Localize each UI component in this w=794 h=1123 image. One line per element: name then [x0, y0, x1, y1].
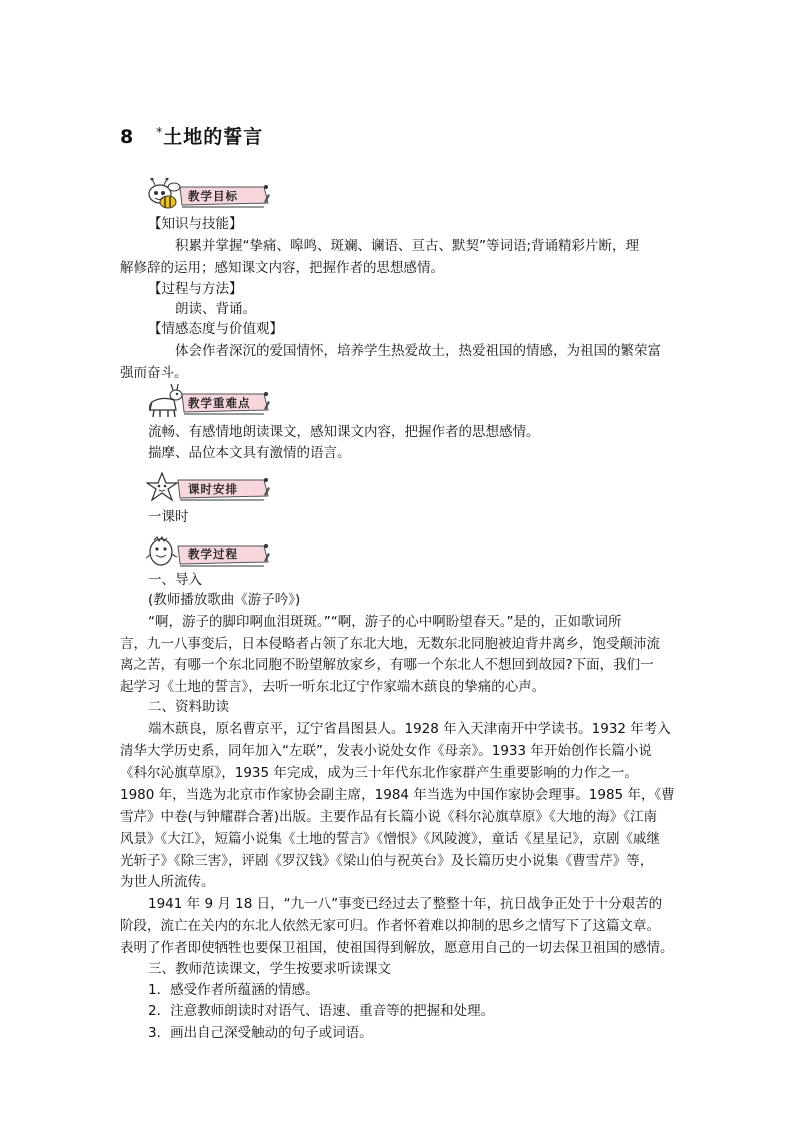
list-item: 1．感受作者所蕴涵的情感。: [148, 982, 319, 998]
body-line: (教师播放歌曲《游子吟》): [148, 592, 301, 608]
goal-text-line: 体会作者深沉的爱国情怀，培养学生热爱故土，热爱祖国的情感，为祖国的繁荣富: [175, 343, 661, 359]
lesson-number: 8: [120, 126, 135, 148]
body-line: 端木蕻良，原名曹京平，辽宁省昌图县人。1928 年入天津南开中学读书。1932 年考入: [148, 721, 671, 737]
body-line: 《科尔沁旗草原》，1935 年完成，成为三十年代东北作家群产生重要影响的力作之一。: [120, 765, 638, 781]
body-line: 1980 年，当选为北京市作家协会副主席，1984 年当选为中国作家协会理事。1985 年，《曹: [120, 787, 675, 803]
body-line: 1941 年 9 月 18 日，“九一八”事变已经过去了整整十年，抗日战争正处于十分艰苦的: [148, 896, 663, 912]
section-heading: 二、资料助读: [148, 699, 229, 715]
emotion-heading: 【情感态度与价值观】: [148, 321, 283, 337]
body-line: 阶段，流亡在关内的东北人依然无家可归。作者怀着难以抑制的思乡之情写下了这篇文章。: [120, 918, 660, 934]
section-heading: 一、导入: [148, 572, 202, 588]
badge-teaching-goals: [146, 178, 272, 212]
goal-text-line: 朗读、背诵。: [175, 301, 256, 317]
section-heading: 三、教师范读课文，学生按要求听读课文: [148, 961, 391, 977]
badge-label: 教学目标: [188, 189, 238, 203]
body-line: 光斩子》《除三害》，评剧《罗汉钱》《梁山伯与祝英台》及长篇历史小说集《曹雪芹》等，: [120, 853, 654, 869]
badge-schedule: [146, 471, 272, 505]
knowledge-heading: 【知识与技能】: [148, 216, 243, 232]
self-study-mark: *: [156, 125, 164, 139]
body-line: 表明了作者即使牺牲也要保卫祖国，使祖国得到解放，愿意用自己的一切去保卫祖国的感情。: [120, 940, 674, 956]
body-line: 言，九一八事变后，日本侵略者占领了东北大地，无数东北同胞被迫背井离乡，饱受颠沛流: [120, 636, 660, 652]
badge-key-points: [146, 384, 272, 418]
schedule-line: 一课时: [148, 509, 189, 525]
body-line: 离之苦，有哪一个东北同胞不盼望解放家乡，有哪一个东北人不想回到故园?下面，我们一: [120, 657, 654, 673]
list-item: 2．注意教师朗读时对语气、语速、重音等的把握和处理。: [148, 1003, 495, 1019]
list-item: 3．画出自己深受触动的句子或词语。: [148, 1025, 373, 1041]
body-line: 为世人所流传。: [120, 874, 215, 890]
lesson-title: [120, 122, 263, 149]
key-point-line: 揣摩、品位本文具有激情的语言。: [148, 445, 351, 461]
badge-label: 教学过程: [188, 547, 238, 561]
badge-teaching-process: [146, 536, 272, 570]
body-line: 雪芹》中卷(与钟耀群合著)出版。主要作品有长篇小说《科尔沁旗草原》《大地的海》《江南: [120, 809, 658, 825]
goal-text-line: 解修辞的运用；感知课文内容，把握作者的思想感情。: [120, 260, 444, 276]
badge-label: 教学重难点: [188, 396, 251, 410]
lesson-title-text: 土地的誓言: [163, 126, 264, 148]
method-heading: 【过程与方法】: [148, 281, 243, 297]
body-line: 风景》《大江》，短篇小说集《土地的誓言》《憎恨》《风陵渡》，童话《星星记》，京剧《戚继: [120, 831, 660, 847]
body-line: 起学习《土地的誓言》，去听一听东北辽宁作家端木蕻良的挚痛的心声。: [120, 679, 546, 695]
badge-label: 课时安排: [188, 482, 238, 496]
body-line: 清华大学历史系，同年加入“左联”，发表小说处女作《母亲》。1933 年开始创作长篇小说: [120, 743, 652, 759]
goal-text-line: 积累并掌握“挚痛、嗥鸣、斑斓、谰语、亘古、默契”等词语;背诵精彩片断，理: [175, 238, 640, 254]
body-line: “啊，游子的脚印啊血泪斑斑。”“啊，游子的心中啊盼望春天。”是的，正如歌词所: [148, 614, 622, 630]
goal-text-line: 强而奋斗。: [120, 365, 188, 381]
key-point-line: 流畅、有感情地朗读课文，感知课文内容，把握作者的思想感情。: [148, 424, 540, 440]
